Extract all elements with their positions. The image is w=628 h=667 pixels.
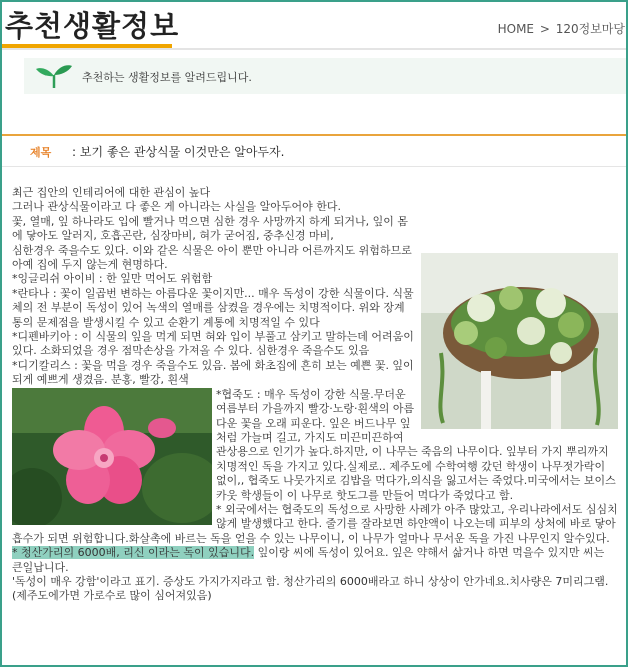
- article-line: '독성이 매우 강함'이라고 표기. 증상도 가지가지라고 함. 청산가리의 6000배라고 하니 상상이 안가네요.치사량은 7미리그램.(제주도에가면 가로수로 많이 심어져있음): [12, 574, 609, 603]
- intro-text: 추천하는 생활정보를 알려드립니다.: [82, 71, 252, 84]
- article-line: *디기칼리스 : 꽃을 먹을 경우 죽을수도 있음. 봄에 화초집에 흔히 보는 예쁜 꽃. 잎이 되게 예쁘게 생겼음. 분홍, 빨강, 흰색: [12, 358, 414, 387]
- breadcrumb-separator: >: [539, 22, 550, 36]
- article-line-continued: 잎이랑 씨에 독성이 있어요. 잎은 약해서 삶거나 하면 먹을수 있지만 씨는 큰일납니다.: [12, 546, 605, 574]
- article-line: *디펜바키아 : 이 식물의 잎을 먹게 되면 혀와 입이 부풀고 삼키고 말하는데 어려움이 있다. 소화되었을 경우 점막손상을 가져올 수 있다. 심한경우 죽을수도 있음: [12, 330, 414, 358]
- page-title: 추천생활정보: [5, 9, 180, 43]
- breadcrumb-120-link[interactable]: 120정보마당: [555, 22, 625, 36]
- highlighted-text: * 청산가리의 6000배, 리신 이라는 독이 있습니다.: [12, 546, 255, 560]
- header: [2, 2, 626, 50]
- ivy-plant-image: [421, 253, 618, 429]
- breadcrumb: [497, 20, 626, 37]
- subject-separator: :: [72, 145, 77, 159]
- article-line: *란타나 : 꽃이 일곱번 변하는 아름다운 꽃이지만... 매우 독성이 강한 식물이다. 식물체의 전 부분이 독성이 있어 녹색의 열매를 삼켰을 경우에는 치명적이다. 위와 장계통의 문제점을 발생시킬 수 있고 순환기 계통에 치명적일 수 있다: [12, 286, 414, 329]
- highlight-line: [12, 546, 618, 575]
- article-line: 최근 집안의 인테리어에 대한 관심이 높다: [12, 186, 211, 199]
- article-line: *협죽도 : 매우 독성이 강한 식물.무더운 여름부터 가을까지 빨강·노랑·흰색의 아름다운 꽃을 오래 피운다. 잎은 버드나무 잎처럼 가늘며 길고, 가지도 미끈미끈하여 관상용으로 인기가 높다.하지만, 이 나무는 죽음의 나무이다. 잎부터 가지 뿌리까지 치명적인 독을 가지고 있다.실제로.. 제주도에 수학여행 갔던 학생이 나무젓가락이 없이,, 협죽도 나뭇가지로 김밥을 먹다가,의식을 잃고서는 죽었다.미국에서는 보이스카웃 학생들이 이 나무로 핫도그를 만들어 먹다가 죽었다고 함.: [216, 387, 616, 502]
- article-line: 그러나 관상식물이라고 다 좋은 게 아니라는 사실을 알아두어야 한다.: [12, 200, 341, 214]
- article-body: [12, 186, 618, 604]
- subject-title: [72, 143, 284, 160]
- article-line: 꽃, 열매, 잎 하나라도 입에 빨거나 먹으면 심한 경우 사망까지 하게 되거나, 잎이 몸에 닿아도 알러지, 호흡곤란, 심장마비, 혀가 굳어짐, 중추신경 마비,: [12, 214, 408, 243]
- leaf-icon: [32, 62, 76, 90]
- intro-box: [24, 58, 626, 94]
- subject-bar: [2, 134, 626, 167]
- article-line: 심한경우 죽을수도 있다. 이와 같은 식물은 아이 뿐만 아니라 어른까지도 위험하므로 아예 집에 두지 않는게 현명하다.: [12, 243, 412, 272]
- subject-label: 제목: [30, 146, 52, 159]
- article-line: * 외국에서는 협죽도의 독성으로 사망한 사례가 아주 많았고, 우리나라에서도 심심치 않게 발생했다고 한다. 줄기를 잘라보면 하얀액이 나오는데 피부의 상처에 바로 닿아 흡수가 되면 위험합니다.화살촉에 바르는 독을 얻을 수 있는 나무이니, 이 나무가 얼마나 무서운 독을 가진 나무인지 알수있다.: [12, 502, 618, 545]
- oleander-flower-image: [12, 388, 212, 525]
- article-line: *잉글리쉬 아이비 : 한 잎만 먹어도 위험함: [12, 272, 213, 286]
- subject-title-text: 보기 좋은 관상식물 이것만은 알아두자.: [79, 145, 285, 159]
- breadcrumb-home-link[interactable]: HOME: [497, 22, 534, 36]
- title-underline: [2, 44, 172, 48]
